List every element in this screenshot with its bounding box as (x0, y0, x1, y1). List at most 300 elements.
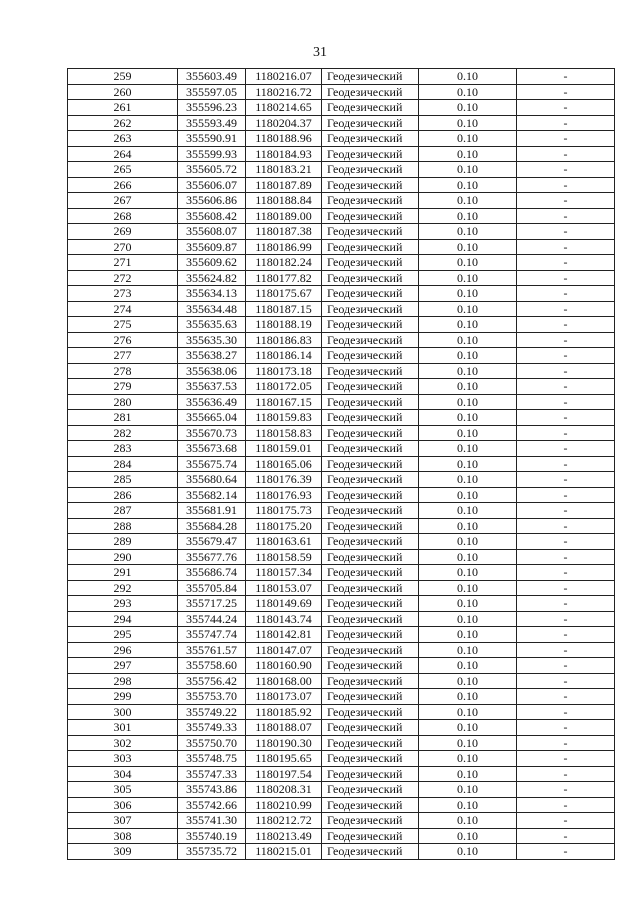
x-coordinate-cell: 355705.84 (178, 580, 246, 596)
point-number-cell: 287 (68, 503, 178, 519)
description-cell: - (517, 534, 615, 550)
accuracy-cell: 0.10 (419, 689, 517, 705)
method-cell: Геодезический (322, 766, 419, 782)
y-coordinate-cell: 1180188.07 (246, 720, 322, 736)
accuracy-cell: 0.10 (419, 441, 517, 457)
point-number-cell: 291 (68, 565, 178, 581)
method-cell: Геодезический (322, 565, 419, 581)
table-row (68, 689, 615, 705)
point-number-cell: 294 (68, 611, 178, 627)
y-coordinate-cell: 1180149.69 (246, 596, 322, 612)
table-row (68, 410, 615, 426)
x-coordinate-cell: 355609.87 (178, 239, 246, 255)
y-coordinate-cell: 1180182.24 (246, 255, 322, 271)
table-row (68, 146, 615, 162)
accuracy-cell: 0.10 (419, 704, 517, 720)
method-cell: Геодезический (322, 611, 419, 627)
method-cell: Геодезический (322, 751, 419, 767)
point-number-cell: 260 (68, 84, 178, 100)
x-coordinate-cell: 355665.04 (178, 410, 246, 426)
table-row (68, 813, 615, 829)
point-number-cell: 299 (68, 689, 178, 705)
table-row (68, 844, 615, 860)
accuracy-cell: 0.10 (419, 410, 517, 426)
y-coordinate-cell: 1180147.07 (246, 642, 322, 658)
accuracy-cell: 0.10 (419, 487, 517, 503)
accuracy-cell: 0.10 (419, 534, 517, 550)
table-row (68, 239, 615, 255)
accuracy-cell: 0.10 (419, 642, 517, 658)
point-number-cell: 279 (68, 379, 178, 395)
table-row (68, 627, 615, 643)
y-coordinate-cell: 1180173.18 (246, 363, 322, 379)
accuracy-cell: 0.10 (419, 782, 517, 798)
y-coordinate-cell: 1180187.38 (246, 224, 322, 240)
description-cell: - (517, 844, 615, 860)
y-coordinate-cell: 1180213.49 (246, 828, 322, 844)
accuracy-cell: 0.10 (419, 239, 517, 255)
method-cell: Геодезический (322, 270, 419, 286)
method-cell: Геодезический (322, 689, 419, 705)
method-cell: Геодезический (322, 627, 419, 643)
point-number-cell: 265 (68, 162, 178, 178)
x-coordinate-cell: 355742.66 (178, 797, 246, 813)
accuracy-cell: 0.10 (419, 813, 517, 829)
x-coordinate-cell: 355717.25 (178, 596, 246, 612)
description-cell: - (517, 642, 615, 658)
y-coordinate-cell: 1180163.61 (246, 534, 322, 550)
point-number-cell: 271 (68, 255, 178, 271)
description-cell: - (517, 596, 615, 612)
table-row (68, 332, 615, 348)
point-number-cell: 286 (68, 487, 178, 503)
table-row (68, 642, 615, 658)
point-number-cell: 276 (68, 332, 178, 348)
point-number-cell: 270 (68, 239, 178, 255)
description-cell: - (517, 456, 615, 472)
x-coordinate-cell: 355638.27 (178, 348, 246, 364)
x-coordinate-cell: 355740.19 (178, 828, 246, 844)
table-row (68, 611, 615, 627)
table-row (68, 317, 615, 333)
description-cell: - (517, 782, 615, 798)
table-row (68, 363, 615, 379)
description-cell: - (517, 658, 615, 674)
method-cell: Геодезический (322, 487, 419, 503)
point-number-cell: 289 (68, 534, 178, 550)
accuracy-cell: 0.10 (419, 766, 517, 782)
point-number-cell: 288 (68, 518, 178, 534)
x-coordinate-cell: 355749.33 (178, 720, 246, 736)
x-coordinate-cell: 355750.70 (178, 735, 246, 751)
accuracy-cell: 0.10 (419, 224, 517, 240)
method-cell: Геодезический (322, 425, 419, 441)
method-cell: Геодезический (322, 642, 419, 658)
table-row (68, 720, 615, 736)
table-row (68, 270, 615, 286)
method-cell: Геодезический (322, 673, 419, 689)
y-coordinate-cell: 1180216.72 (246, 84, 322, 100)
x-coordinate-cell: 355634.48 (178, 301, 246, 317)
table-row (68, 100, 615, 116)
method-cell: Геодезический (322, 84, 419, 100)
description-cell: - (517, 84, 615, 100)
description-cell: - (517, 224, 615, 240)
table-row (68, 596, 615, 612)
point-number-cell: 302 (68, 735, 178, 751)
table-row (68, 84, 615, 100)
table-row (68, 751, 615, 767)
y-coordinate-cell: 1180186.99 (246, 239, 322, 255)
description-cell: - (517, 100, 615, 116)
table-row (68, 425, 615, 441)
coordinates-table-body (68, 69, 615, 860)
description-cell: - (517, 828, 615, 844)
description-cell: - (517, 735, 615, 751)
method-cell: Геодезический (322, 115, 419, 131)
description-cell: - (517, 751, 615, 767)
method-cell: Геодезический (322, 704, 419, 720)
y-coordinate-cell: 1180158.59 (246, 549, 322, 565)
point-number-cell: 296 (68, 642, 178, 658)
accuracy-cell: 0.10 (419, 503, 517, 519)
y-coordinate-cell: 1180189.00 (246, 208, 322, 224)
x-coordinate-cell: 355673.68 (178, 441, 246, 457)
point-number-cell: 284 (68, 456, 178, 472)
x-coordinate-cell: 355670.73 (178, 425, 246, 441)
point-number-cell: 282 (68, 425, 178, 441)
accuracy-cell: 0.10 (419, 673, 517, 689)
description-cell: - (517, 565, 615, 581)
method-cell: Геодезический (322, 828, 419, 844)
method-cell: Геодезический (322, 596, 419, 612)
y-coordinate-cell: 1180186.14 (246, 348, 322, 364)
description-cell: - (517, 379, 615, 395)
table-row (68, 177, 615, 193)
description-cell: - (517, 363, 615, 379)
accuracy-cell: 0.10 (419, 425, 517, 441)
accuracy-cell: 0.10 (419, 549, 517, 565)
description-cell: - (517, 580, 615, 596)
method-cell: Геодезический (322, 658, 419, 674)
accuracy-cell: 0.10 (419, 751, 517, 767)
accuracy-cell: 0.10 (419, 162, 517, 178)
table-row (68, 518, 615, 534)
method-cell: Геодезический (322, 286, 419, 302)
accuracy-cell: 0.10 (419, 100, 517, 116)
accuracy-cell: 0.10 (419, 658, 517, 674)
y-coordinate-cell: 1180188.96 (246, 131, 322, 147)
method-cell: Геодезический (322, 69, 419, 85)
description-cell: - (517, 425, 615, 441)
x-coordinate-cell: 355596.23 (178, 100, 246, 116)
point-number-cell: 278 (68, 363, 178, 379)
point-number-cell: 298 (68, 673, 178, 689)
method-cell: Геодезический (322, 131, 419, 147)
method-cell: Геодезический (322, 797, 419, 813)
y-coordinate-cell: 1180212.72 (246, 813, 322, 829)
x-coordinate-cell: 355635.30 (178, 332, 246, 348)
description-cell: - (517, 549, 615, 565)
x-coordinate-cell: 355675.74 (178, 456, 246, 472)
x-coordinate-cell: 355747.33 (178, 766, 246, 782)
point-number-cell: 281 (68, 410, 178, 426)
point-number-cell: 297 (68, 658, 178, 674)
table-row (68, 828, 615, 844)
point-number-cell: 293 (68, 596, 178, 612)
description-cell: - (517, 208, 615, 224)
table-row (68, 503, 615, 519)
y-coordinate-cell: 1180184.93 (246, 146, 322, 162)
description-cell: - (517, 813, 615, 829)
method-cell: Геодезический (322, 146, 419, 162)
y-coordinate-cell: 1180187.89 (246, 177, 322, 193)
x-coordinate-cell: 355743.86 (178, 782, 246, 798)
point-number-cell: 306 (68, 797, 178, 813)
description-cell: - (517, 301, 615, 317)
method-cell: Геодезический (322, 162, 419, 178)
table-row (68, 658, 615, 674)
description-cell: - (517, 270, 615, 286)
accuracy-cell: 0.10 (419, 208, 517, 224)
x-coordinate-cell: 355749.22 (178, 704, 246, 720)
point-number-cell: 274 (68, 301, 178, 317)
point-number-cell: 266 (68, 177, 178, 193)
accuracy-cell: 0.10 (419, 844, 517, 860)
x-coordinate-cell: 355758.60 (178, 658, 246, 674)
x-coordinate-cell: 355753.70 (178, 689, 246, 705)
accuracy-cell: 0.10 (419, 580, 517, 596)
accuracy-cell: 0.10 (419, 596, 517, 612)
x-coordinate-cell: 355684.28 (178, 518, 246, 534)
y-coordinate-cell: 1180143.74 (246, 611, 322, 627)
accuracy-cell: 0.10 (419, 735, 517, 751)
description-cell: - (517, 317, 615, 333)
y-coordinate-cell: 1180195.65 (246, 751, 322, 767)
point-number-cell: 285 (68, 472, 178, 488)
point-number-cell: 283 (68, 441, 178, 457)
table-row (68, 115, 615, 131)
point-number-cell: 304 (68, 766, 178, 782)
accuracy-cell: 0.10 (419, 363, 517, 379)
table-row (68, 131, 615, 147)
y-coordinate-cell: 1180186.83 (246, 332, 322, 348)
point-number-cell: 262 (68, 115, 178, 131)
table-row (68, 673, 615, 689)
table-row (68, 394, 615, 410)
point-number-cell: 267 (68, 193, 178, 209)
description-cell: - (517, 797, 615, 813)
y-coordinate-cell: 1180215.01 (246, 844, 322, 860)
description-cell: - (517, 115, 615, 131)
table-row (68, 766, 615, 782)
x-coordinate-cell: 355744.24 (178, 611, 246, 627)
accuracy-cell: 0.10 (419, 146, 517, 162)
description-cell: - (517, 627, 615, 643)
accuracy-cell: 0.10 (419, 518, 517, 534)
method-cell: Геодезический (322, 224, 419, 240)
description-cell: - (517, 410, 615, 426)
accuracy-cell: 0.10 (419, 317, 517, 333)
page-number: 31 (313, 45, 327, 60)
x-coordinate-cell: 355609.62 (178, 255, 246, 271)
table-row (68, 534, 615, 550)
x-coordinate-cell: 355756.42 (178, 673, 246, 689)
table-row (68, 735, 615, 751)
accuracy-cell: 0.10 (419, 472, 517, 488)
description-cell: - (517, 394, 615, 410)
accuracy-cell: 0.10 (419, 348, 517, 364)
description-cell: - (517, 162, 615, 178)
description-cell: - (517, 131, 615, 147)
point-number-cell: 305 (68, 782, 178, 798)
description-cell: - (517, 239, 615, 255)
method-cell: Геодезический (322, 363, 419, 379)
description-cell: - (517, 766, 615, 782)
accuracy-cell: 0.10 (419, 394, 517, 410)
x-coordinate-cell: 355638.06 (178, 363, 246, 379)
point-number-cell: 303 (68, 751, 178, 767)
description-cell: - (517, 704, 615, 720)
table-row (68, 69, 615, 85)
x-coordinate-cell: 355761.57 (178, 642, 246, 658)
description-cell: - (517, 69, 615, 85)
y-coordinate-cell: 1180177.82 (246, 270, 322, 286)
y-coordinate-cell: 1180159.01 (246, 441, 322, 457)
point-number-cell: 301 (68, 720, 178, 736)
table-row (68, 286, 615, 302)
x-coordinate-cell: 355747.74 (178, 627, 246, 643)
y-coordinate-cell: 1180187.15 (246, 301, 322, 317)
point-number-cell: 290 (68, 549, 178, 565)
description-cell: - (517, 441, 615, 457)
description-cell: - (517, 611, 615, 627)
accuracy-cell: 0.10 (419, 611, 517, 627)
point-number-cell: 263 (68, 131, 178, 147)
x-coordinate-cell: 355679.47 (178, 534, 246, 550)
description-cell: - (517, 720, 615, 736)
table-row (68, 348, 615, 364)
y-coordinate-cell: 1180185.92 (246, 704, 322, 720)
point-number-cell: 280 (68, 394, 178, 410)
accuracy-cell: 0.10 (419, 379, 517, 395)
y-coordinate-cell: 1180175.67 (246, 286, 322, 302)
table-row (68, 441, 615, 457)
x-coordinate-cell: 355637.53 (178, 379, 246, 395)
description-cell: - (517, 487, 615, 503)
table-row (68, 565, 615, 581)
table-row (68, 193, 615, 209)
x-coordinate-cell: 355686.74 (178, 565, 246, 581)
point-number-cell: 275 (68, 317, 178, 333)
y-coordinate-cell: 1180204.37 (246, 115, 322, 131)
y-coordinate-cell: 1180167.15 (246, 394, 322, 410)
method-cell: Геодезический (322, 332, 419, 348)
accuracy-cell: 0.10 (419, 84, 517, 100)
method-cell: Геодезический (322, 208, 419, 224)
y-coordinate-cell: 1180188.84 (246, 193, 322, 209)
point-number-cell: 268 (68, 208, 178, 224)
point-number-cell: 277 (68, 348, 178, 364)
description-cell: - (517, 518, 615, 534)
method-cell: Геодезический (322, 239, 419, 255)
method-cell: Геодезический (322, 844, 419, 860)
method-cell: Геодезический (322, 813, 419, 829)
accuracy-cell: 0.10 (419, 255, 517, 271)
y-coordinate-cell: 1180160.90 (246, 658, 322, 674)
accuracy-cell: 0.10 (419, 720, 517, 736)
y-coordinate-cell: 1180142.81 (246, 627, 322, 643)
description-cell: - (517, 146, 615, 162)
method-cell: Геодезический (322, 720, 419, 736)
table-row (68, 472, 615, 488)
point-number-cell: 309 (68, 844, 178, 860)
method-cell: Геодезический (322, 534, 419, 550)
y-coordinate-cell: 1180173.07 (246, 689, 322, 705)
accuracy-cell: 0.10 (419, 131, 517, 147)
x-coordinate-cell: 355608.42 (178, 208, 246, 224)
accuracy-cell: 0.10 (419, 177, 517, 193)
y-coordinate-cell: 1180210.99 (246, 797, 322, 813)
accuracy-cell: 0.10 (419, 69, 517, 85)
y-coordinate-cell: 1180153.07 (246, 580, 322, 596)
method-cell: Геодезический (322, 580, 419, 596)
description-cell: - (517, 673, 615, 689)
method-cell: Геодезический (322, 317, 419, 333)
y-coordinate-cell: 1180175.73 (246, 503, 322, 519)
coordinates-table (67, 68, 615, 860)
x-coordinate-cell: 355624.82 (178, 270, 246, 286)
y-coordinate-cell: 1180159.83 (246, 410, 322, 426)
x-coordinate-cell: 355748.75 (178, 751, 246, 767)
method-cell: Геодезический (322, 472, 419, 488)
table-row (68, 797, 615, 813)
x-coordinate-cell: 355636.49 (178, 394, 246, 410)
x-coordinate-cell: 355606.07 (178, 177, 246, 193)
accuracy-cell: 0.10 (419, 797, 517, 813)
method-cell: Геодезический (322, 301, 419, 317)
y-coordinate-cell: 1180168.00 (246, 673, 322, 689)
y-coordinate-cell: 1180176.93 (246, 487, 322, 503)
point-number-cell: 269 (68, 224, 178, 240)
description-cell: - (517, 689, 615, 705)
table-row (68, 487, 615, 503)
accuracy-cell: 0.10 (419, 828, 517, 844)
point-number-cell: 292 (68, 580, 178, 596)
accuracy-cell: 0.10 (419, 565, 517, 581)
description-cell: - (517, 503, 615, 519)
description-cell: - (517, 255, 615, 271)
method-cell: Геодезический (322, 379, 419, 395)
accuracy-cell: 0.10 (419, 193, 517, 209)
x-coordinate-cell: 355597.05 (178, 84, 246, 100)
accuracy-cell: 0.10 (419, 332, 517, 348)
description-cell: - (517, 472, 615, 488)
description-cell: - (517, 348, 615, 364)
accuracy-cell: 0.10 (419, 301, 517, 317)
y-coordinate-cell: 1180172.05 (246, 379, 322, 395)
table-row (68, 208, 615, 224)
description-cell: - (517, 177, 615, 193)
accuracy-cell: 0.10 (419, 286, 517, 302)
method-cell: Геодезический (322, 735, 419, 751)
point-number-cell: 259 (68, 69, 178, 85)
table-row (68, 301, 615, 317)
method-cell: Геодезический (322, 100, 419, 116)
method-cell: Геодезический (322, 456, 419, 472)
table-row (68, 549, 615, 565)
accuracy-cell: 0.10 (419, 627, 517, 643)
